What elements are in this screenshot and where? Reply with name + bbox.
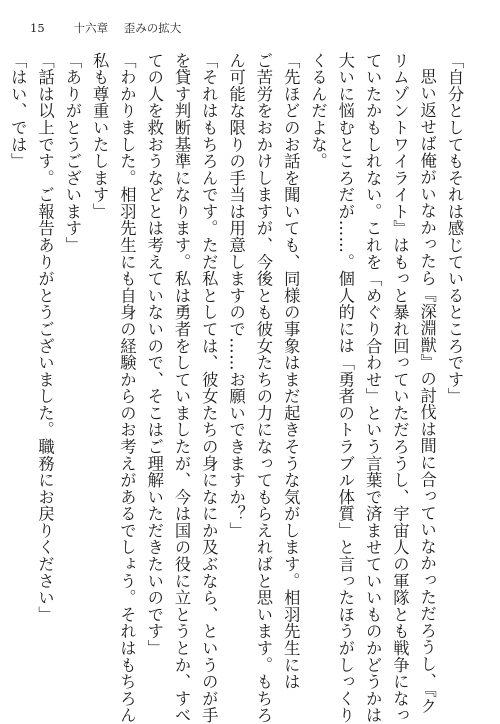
chapter-title: 歪みの拡大 bbox=[123, 21, 182, 35]
text-line: 私も尊重いたします」 bbox=[90, 52, 110, 220]
text-line: を貸す判断基準になります。私は勇者をしていましたが、今は国の役に立とうとか、すべ bbox=[172, 52, 192, 724]
text-line: 「はい、では」 bbox=[8, 52, 28, 170]
text-line: 「自分としてもそれは感じているところです」 bbox=[445, 52, 464, 405]
text-line: 「話は以上です。ご報告ありがとうございました。職務にお戻りください」 bbox=[35, 52, 55, 623]
text-line: 「わかりました。相羽先生にも自身の経験からのお考えがあるでしょう。それはもちろん bbox=[117, 52, 137, 724]
text-line: 思い返せば俺がいなかったら『深淵獣』の討伐は間に合っていなかっただろうし、『ク bbox=[417, 68, 437, 715]
chapter-number: 十六章 bbox=[73, 21, 109, 35]
text-line: ん可能な限りの手当は用意しますので……お願いできますか？」 bbox=[226, 52, 246, 539]
text-line: 大いに悩むところだが……。個人的には「勇者のトラブル体質」と言ったほうがしっくり bbox=[335, 52, 355, 724]
text-line: 「ありがとうございます」 bbox=[62, 52, 82, 254]
text-line: ていたかもしれない。これを「めぐり合わせ」という言葉で済ませていいものかどうかは bbox=[363, 52, 383, 724]
vertical-body-text bbox=[8, 52, 468, 724]
text-line: 「先ほどのお話を聞いても、同様の事象はまだ起きそうな気がします。相羽先生には bbox=[281, 52, 301, 691]
text-line: ご苦労をおかけしますが、今後とも彼女たちの力になってもらえればと思います。もちろ bbox=[253, 52, 273, 724]
running-header bbox=[30, 20, 181, 36]
text-line: くるんだよな。 bbox=[308, 52, 328, 170]
page-number: 15 bbox=[30, 21, 45, 35]
text-line: リムゾントワイライト』はもっと暴れ回っていただろうし、宇宙人の軍隊とも戦争になっ bbox=[390, 52, 410, 724]
text-line bbox=[0, 52, 4, 668]
text-line: 「それはもちろんです。ただ私としては、彼女たちの身になにか及ぶなら、というのが手 bbox=[199, 52, 219, 724]
text-line: ての人を救おうなどとは考えていないので、そこはご理解いただきたいのです」 bbox=[144, 52, 164, 657]
